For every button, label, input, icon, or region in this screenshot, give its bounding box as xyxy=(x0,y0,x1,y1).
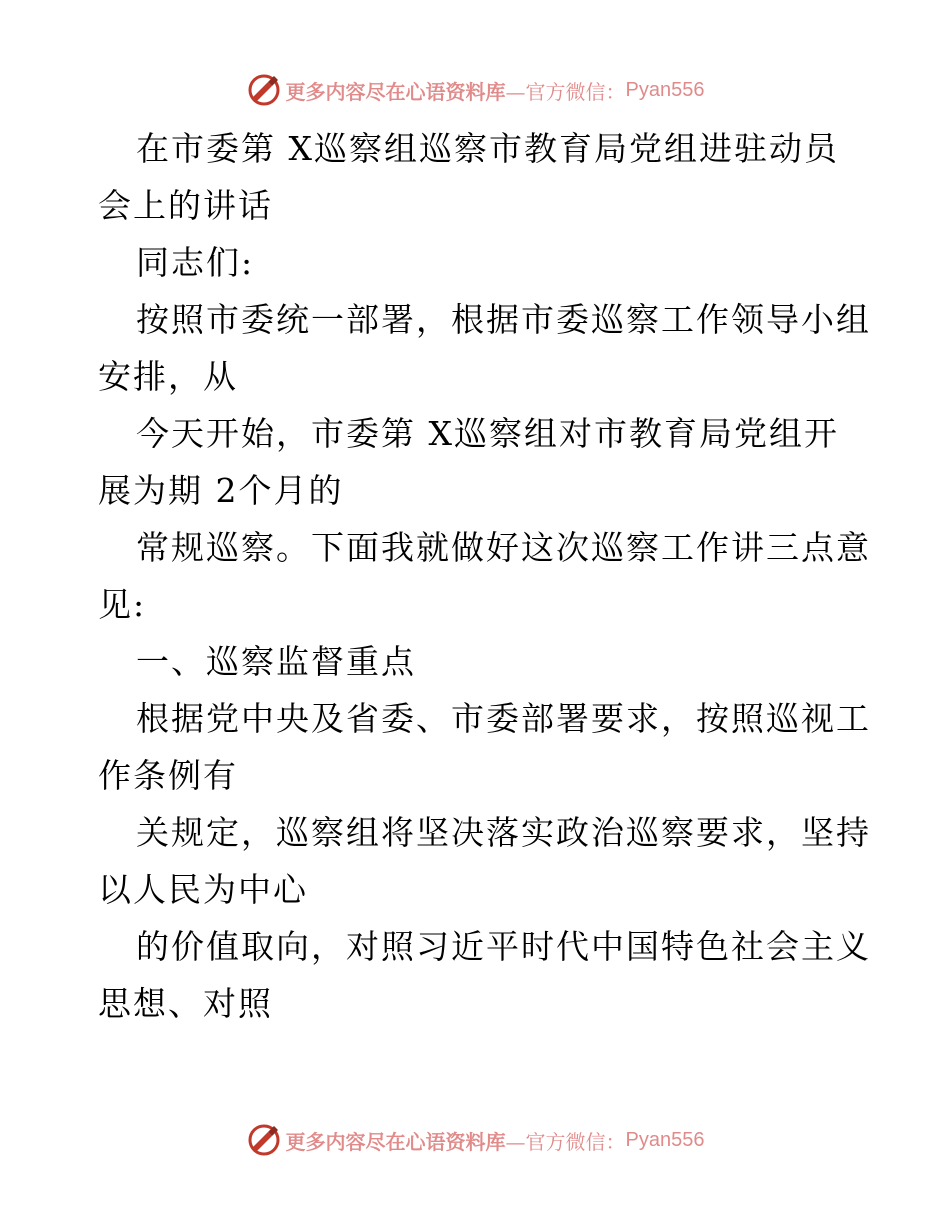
footer-watermark xyxy=(0,1120,950,1160)
document-body xyxy=(98,120,871,1032)
doc-line: 在市委第 X巡察组巡察市教育局党组进驻动员 xyxy=(136,129,839,168)
watermark-brand: 更多内容尽在心语资料库 xyxy=(285,79,506,104)
watermark-brand: 更多内容尽在心语资料库 xyxy=(285,1129,506,1154)
doc-line: 见: xyxy=(98,585,147,624)
doc-line: 按照市委统一部署，根据市委巡察工作领导小组 xyxy=(136,300,871,339)
pen-nib-circle-icon xyxy=(246,1122,282,1158)
doc-line: 的价值取向，对照习近平时代中国特色社会主义 xyxy=(136,927,871,966)
doc-line: 关规定，巡察组将坚决落实政治巡察要求，坚持 xyxy=(136,813,871,852)
header-watermark xyxy=(0,70,950,110)
doc-line: 同志们: xyxy=(136,243,255,282)
watermark-contact-label: —官方微信： xyxy=(505,79,626,104)
watermark-account: Pyan556 xyxy=(625,78,705,101)
watermark-account: Pyan556 xyxy=(625,1128,705,1151)
doc-line: 以人民为中心 xyxy=(98,870,308,909)
doc-line: 安排，从 xyxy=(98,357,238,396)
doc-line: 根据党中央及省委、市委部署要求，按照巡视工 xyxy=(136,699,871,738)
watermark-contact-label: —官方微信： xyxy=(505,1129,626,1154)
section-heading: 一、巡察监督重点 xyxy=(136,642,416,681)
doc-line: 常规巡察。下面我就做好这次巡察工作讲三点意 xyxy=(136,528,871,567)
doc-line: 作条例有 xyxy=(98,756,238,795)
doc-line: 会上的讲话 xyxy=(98,186,273,225)
doc-line: 思想、对照 xyxy=(98,984,273,1023)
doc-line: 今天开始，市委第 X巡察组对市教育局党组开 xyxy=(136,414,839,453)
pen-nib-circle-icon xyxy=(246,72,282,108)
doc-line: 展为期 2个月的 xyxy=(98,471,344,510)
